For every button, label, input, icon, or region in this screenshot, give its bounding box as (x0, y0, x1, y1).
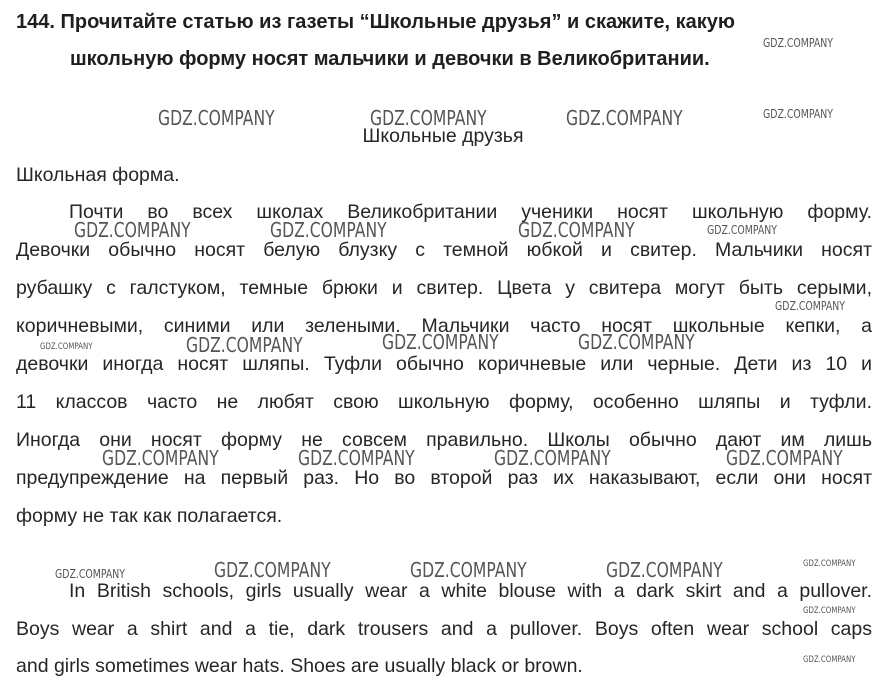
ru-line: коричневыми, синими или зелеными. Мальчики часто носят школьные кепки, а (16, 315, 872, 337)
watermark: GDZ.COMPANY (606, 558, 723, 582)
ru-line: Девочки обычно носят белую блузку с темной юбкой и свитер. Мальчики носят (16, 239, 872, 261)
en-line: In British schools, girls usually wear a white blouse with a dark skirt and a pullover. (69, 580, 872, 602)
ru-line: Почти во всех школах Великобритании ученики носят школьную форму. (69, 201, 872, 223)
task-line-1 (16, 11, 735, 34)
watermark: GDZ.COMPANY (803, 606, 856, 616)
task-instruction: Прочитайте статью из газеты “Школьные друзья” и скажите, какую (60, 11, 735, 33)
ru-line: девочки иногда носят шляпы. Туфли обычно коричневые или черные. Дети из 10 и (16, 353, 872, 375)
watermark: GDZ.COMPANY (578, 330, 695, 354)
watermark: GDZ.COMPANY (158, 106, 275, 130)
watermark: GDZ.COMPANY (763, 36, 834, 50)
watermark: GDZ.COMPANY (370, 106, 487, 130)
watermark: GDZ.COMPANY (74, 218, 191, 242)
watermark: GDZ.COMPANY (518, 218, 635, 242)
en-line: Boys wear a shirt and a tie, dark trousers and a pullover. Boys often wear school caps (16, 618, 872, 640)
watermark: GDZ.COMPANY (102, 446, 219, 470)
task-line-2: школьную форму носят мальчики и девочки в Великобритании. (70, 48, 710, 70)
watermark: GDZ.COMPANY (410, 558, 527, 582)
watermark: GDZ.COMPANY (55, 567, 126, 581)
task-number: 144. (16, 11, 55, 33)
watermark: GDZ.COMPANY (298, 446, 415, 470)
watermark: GDZ.COMPANY (707, 223, 778, 237)
watermark: GDZ.COMPANY (803, 655, 856, 665)
en-line: and girls sometimes wear hats. Shoes are usually black or brown. (16, 655, 583, 677)
article-title: Школьные друзья (362, 125, 524, 147)
watermark: GDZ.COMPANY (382, 330, 499, 354)
ru-line: предупреждение на первый раз. Но во второй раз их наказывают, если они носят (16, 467, 872, 489)
watermark: GDZ.COMPANY (494, 446, 611, 470)
watermark: GDZ.COMPANY (775, 299, 846, 313)
article-heading: Школьная форма. (16, 164, 180, 186)
watermark: GDZ.COMPANY (763, 107, 834, 121)
watermark: GDZ.COMPANY (803, 559, 856, 569)
watermark: GDZ.COMPANY (566, 106, 683, 130)
watermark: GDZ.COMPANY (726, 446, 843, 470)
watermark: GDZ.COMPANY (214, 558, 331, 582)
watermark: GDZ.COMPANY (186, 333, 303, 357)
ru-line: 11 классов часто не любят свою школьную форму, особенно шляпы и туфли. (16, 391, 872, 413)
watermark: GDZ.COMPANY (40, 342, 93, 352)
ru-line: рубашку с галстуком, темные брюки и свитер. Цвета у свитера могут быть серыми, (16, 277, 872, 299)
ru-line: форму не так как полагается. (16, 505, 283, 527)
watermark: GDZ.COMPANY (270, 218, 387, 242)
ru-line: Иногда они носят форму не совсем правильно. Школы обычно дают им лишь (16, 429, 872, 451)
